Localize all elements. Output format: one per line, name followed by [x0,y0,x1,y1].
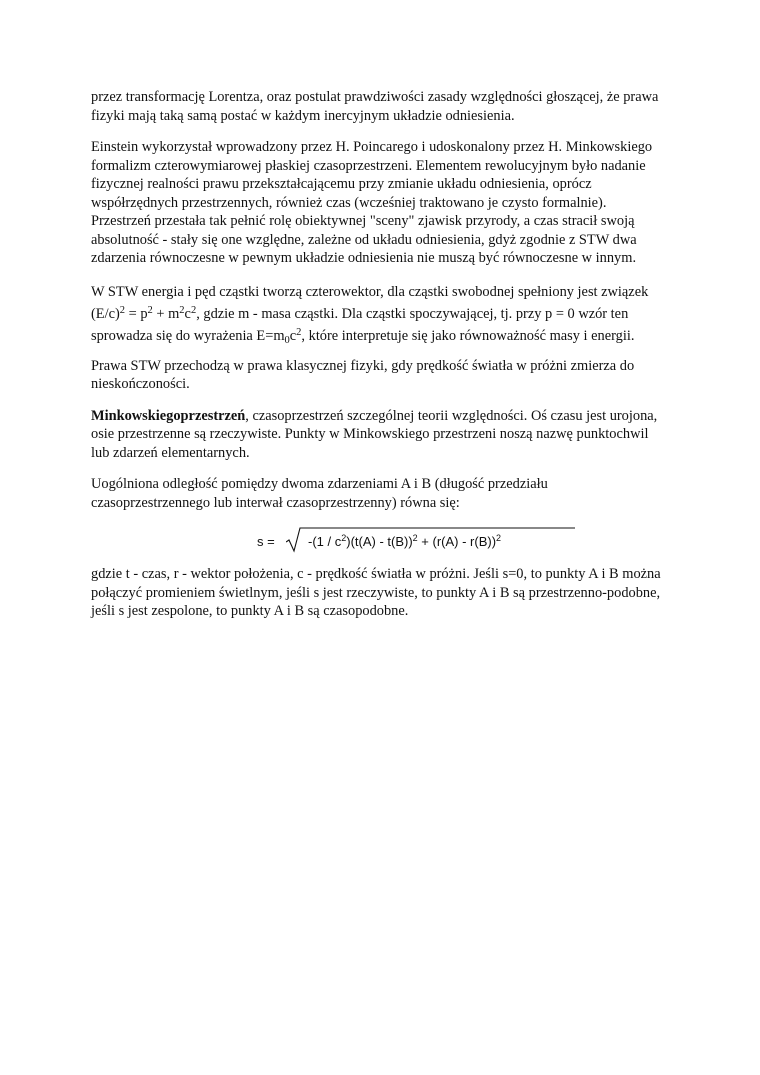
superscript: 2 [147,304,153,316]
paragraph-minkowski-space [91,407,666,463]
definition-text: , czasoprzestrzeń szczególnej teorii względności. Oś czasu jest urojona, osie przestrzenne są rzeczywiste. Punkty w Minkowskiego przestrzeni noszą nazwę punktochwil lub zdarzeń elementarnych. [91,407,658,461]
text-segment: = p [125,305,148,322]
superscript: 2 [119,304,126,316]
paragraph-energy-momentum [91,281,666,347]
text-segment: W STW energia i pęd cząstki tworzą czterowektor, dla cząstki swobodnej spełniony jest związek (E/c) [91,283,649,322]
superscript: 2 [190,304,197,316]
superscript: 2 [179,304,185,316]
text-segment: c [289,327,297,344]
superscript: 2 [296,326,302,338]
formula-exponent: 2 [496,533,502,543]
formula-segment: + (r(A) - r(B)) [417,534,497,549]
paragraph-classical-limit: Prawa STW przechodzą w prawa klasycznej fizyki, gdy prędkość światła w próżni zmierza do nieskończoności. [91,357,635,392]
formula-segment: -(1 / c [308,534,342,549]
paragraph-interval-intro: Uogólniona odległość pomiędzy dwoma zdarzeniami A i B (długość przedziału czasoprzestrzennego lub interwał czasoprzestrzenny) równa się: [91,476,548,511]
paragraph-einstein: Einstein wykorzystał wprowadzony przez H. Poincarego i udoskonalony przez H. Minkowskiego formalizm czterowymiarowej płaskiej czasoprzestrzeni. Elementem rewolucyjnym było nadanie fizycznej realności prawu przekształcającemu przy zmianie układu odniesienia, oprócz współrzędnych przestrzennych, również czas (wcześniej traktowano je czysto formalnie). Przestrzeń przestała tak pełnić rolę obiektywnej "sceny" zjawisk przyrody, a czas stracił swoją absolutność - stały się one względne, zależne od układu odniesienia, gdyż zgodnie z STW dwa zdarzenia równoczesne w pewnym układzie odniesienia nie muszą być równoczesne w innym. [91,139,653,266]
formula-exponent: 2 [341,533,347,543]
text-segment: + m [152,305,180,322]
formula-block [91,525,666,555]
text-segment: , gdzie m - masa cząstki. Dla cząstki spoczywającej, tj. przy p = 0 wzór ten sprowadza się do wyrażenia E=m [91,305,629,344]
formula-lhs: s = [257,534,275,549]
text-segment: , które interpretuje się jako równoważność masy i energii. [301,327,635,344]
document-body [91,88,666,634]
subscript: 0 [284,334,290,346]
formula-radicand [308,533,501,552]
text-segment: c [184,305,191,322]
formula-exponent: 2 [412,533,418,543]
term-heading: Minkowskiegoprzestrzeń [91,407,246,424]
paragraph-lorentz: przez transformację Lorentza, oraz postulat prawdziwości zasady względności głoszącej, że prawa fizyki mają taką samą postać w każdym inercyjnym układzie odniesienia. [91,89,659,124]
paragraph-interval-explanation: gdzie t - czas, r - wektor położenia, c - prędkość światła w próżni. Jeśli s=0, to punkty A i B można połączyć promieniem świetlnym, jeśli s jest rzeczywiste, to punkty A i B są przestrzenno-podobne, jeśli s jest zespolone, to punkty A i B są czasopodobne. [91,566,661,619]
formula-segment: )(t(A) - t(B)) [346,534,413,549]
